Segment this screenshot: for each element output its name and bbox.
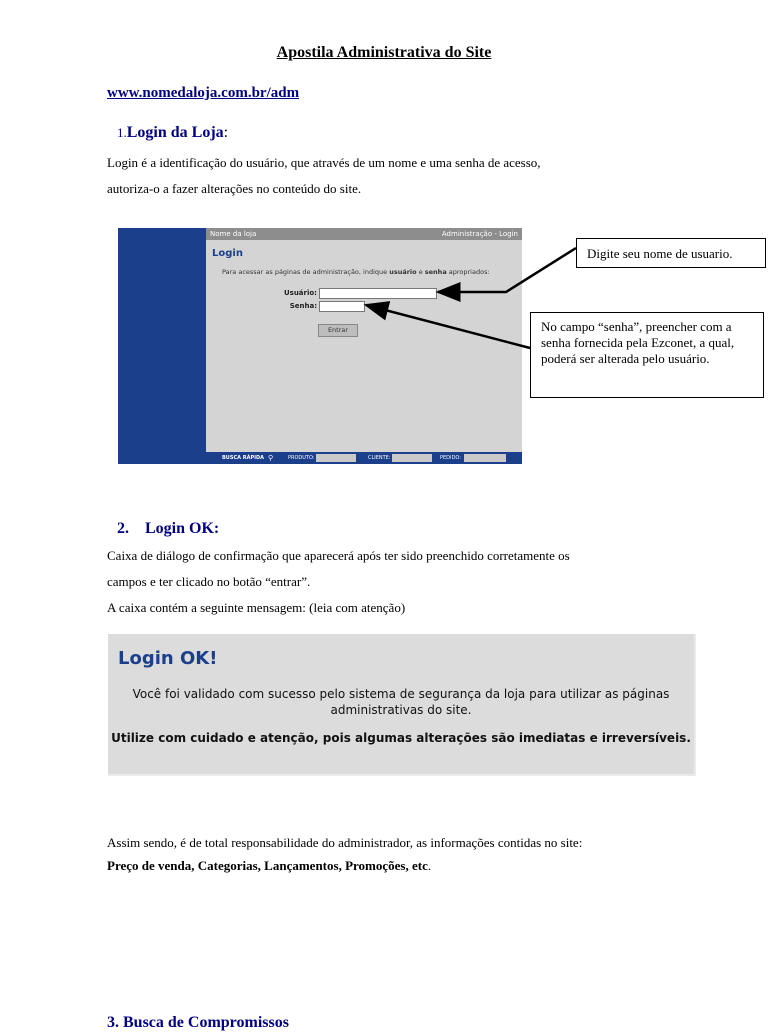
section2-heading: [117, 520, 219, 538]
footer-order-label: PEDIDO:: [440, 455, 461, 461]
section2-line1: Caixa de diálogo de confirmação que aparecerá após ter sido preenchido corretamente os: [107, 548, 570, 563]
hint-mid: e: [416, 268, 425, 276]
screenshot-page-name: Administração - Login: [441, 230, 518, 238]
section1-title: Login da Loja: [126, 124, 224, 141]
section1-line1: Login é a identificação do usuário, que através de um nome e uma senha de acesso,: [107, 155, 541, 170]
section1-suffix: :: [223, 124, 229, 141]
footer-search-label: BUSCA RÁPIDA: [222, 455, 265, 461]
hint-user: usuário: [389, 268, 417, 276]
screenshot-login-title: Login: [212, 248, 243, 259]
footer-product-label: PRODUTO:: [288, 455, 315, 461]
callout-password: No campo “senha”, preencher com a senha fornecida pela Ezconet, a qual, poderá ser alterada pelo usuário.: [530, 312, 764, 398]
para3-list: [107, 858, 431, 874]
section1-number: 1.: [117, 125, 127, 140]
username-label: Usuário:: [283, 289, 317, 297]
section2-line2: campos e ter clicado no botão “entrar”.: [107, 574, 311, 589]
screenshot-store-name: Nome da loja: [210, 230, 257, 238]
section2-paragraph: [107, 543, 727, 621]
section2-line3: A caixa contém a seguinte mensagem: (leia com atenção): [107, 600, 406, 615]
para3-end: .: [427, 858, 432, 873]
section2-number: 2.: [117, 520, 129, 537]
hint-post: apropriados:: [446, 268, 490, 276]
password-label: Senha:: [289, 302, 317, 310]
callout-username: Digite seu nome de usuario.: [576, 238, 766, 268]
search-icon: ⚲: [268, 454, 274, 462]
password-arrow: [366, 305, 530, 348]
section2-title: Login OK:: [145, 520, 220, 537]
enter-button: Entrar: [318, 324, 358, 337]
admin-url-link[interactable]: www.nomedaloja.com.br/adm: [107, 85, 300, 101]
hint-text: Para acessar as páginas de administração, indique: [222, 268, 390, 276]
section1-line2: autoriza-o a fazer alterações no conteúdo do site.: [107, 181, 362, 196]
hint-pass: senha: [424, 268, 447, 276]
login-ok-message: Você foi validado com sucesso pelo sistema de segurança da loja para utilizar as páginas administrativas do site.: [132, 687, 670, 717]
username-arrow: [438, 248, 576, 292]
document-title: Apostila Administrativa do Site: [276, 44, 492, 61]
login-ok-title: Login OK!: [118, 648, 218, 669]
para3-text: Assim sendo, é de total responsabilidade do administrador, as informações contidas no site:: [107, 835, 583, 850]
para3-bold: Preço de venda, Categorias, Lançamentos, Promoções, etc: [107, 858, 428, 873]
login-ok-box: [108, 634, 696, 776]
section3-heading-cut: 3. Busca de Compromissos: [107, 1014, 289, 1031]
login-ok-warning: Utilize com cuidado e atenção, pois algumas alterações são imediatas e irreversíveis.: [111, 731, 691, 745]
footer-client-label: CLIENTE:: [368, 455, 391, 461]
